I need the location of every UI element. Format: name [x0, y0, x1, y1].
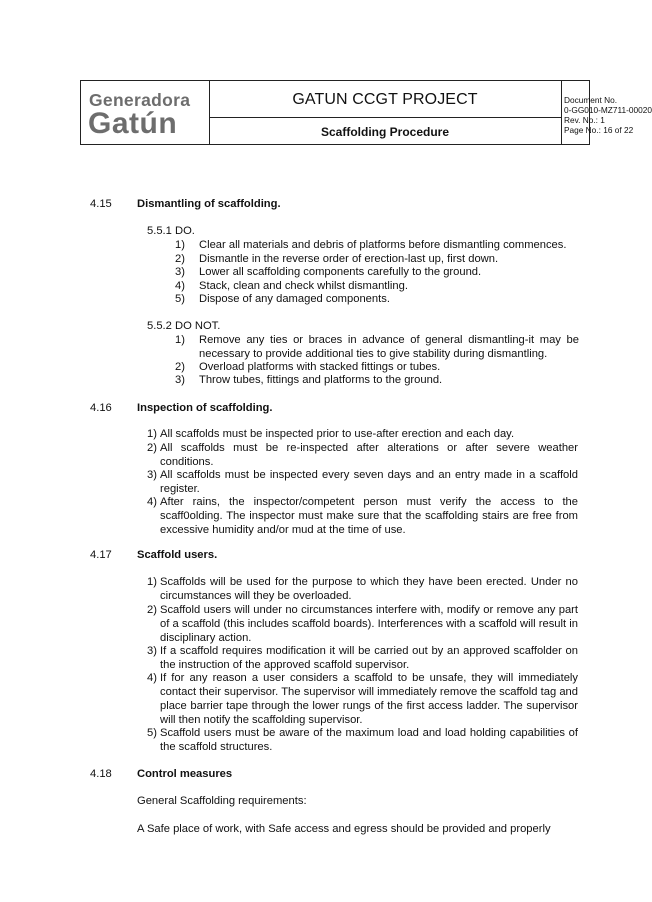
page-label: Page No.	[564, 125, 599, 135]
paragraph: A Safe place of work, with Safe access and egress should be provided and properly	[137, 823, 551, 835]
list-item-text: Scaffolds will be used for the purpose to which they have been erected. Under no circumstances will they be overloaded.	[160, 576, 578, 602]
list-item-number: 1)	[175, 239, 185, 251]
doc-number-label: Document No.	[564, 95, 618, 105]
list-item-text: Dismantle in the reverse order of erection-last up, first down.	[199, 253, 499, 265]
list-item-text: If for any reason a user considers a scaffold to be unsafe, they will immediately contact their supervisor. The supervisor will immediately remove the scaffold tag and place barrier tape through the lower rungs of the first access ladder. The supervisor will then notify the scaffolding supervisor.	[160, 672, 578, 726]
list-item-text: All scaffolds must be re-inspected after alterations or after severe weather conditions.	[160, 442, 578, 468]
section-number: 4.16	[90, 402, 112, 414]
logo-text-line2: Gatún	[88, 107, 178, 140]
list-item-text: Dispose of any damaged components.	[199, 293, 390, 305]
list-item-text: Scaffold users must be aware of the maximum load and load holding capabilities of the scaffold structures.	[160, 727, 578, 753]
company-logo	[81, 81, 210, 144]
list-item-text: Lower all scaffolding components carefully to the ground.	[199, 266, 482, 278]
list-item-text: Overload platforms with stacked fittings or tubes.	[199, 361, 441, 373]
paragraph: General Scaffolding requirements:	[137, 795, 307, 807]
doc-number: 0-GG010-MZ711-00020	[564, 105, 652, 115]
list-item-number: 4)	[147, 672, 157, 684]
logo-text-line1: Generadora	[89, 90, 191, 110]
list-item-number: 5)	[175, 293, 185, 305]
list-item-text: Scaffold users will under no circumstances interfere with, modify or remove any part of a scaffold (this includes scaffold boards). Interferences with a scaffold will result in disciplinary action.	[160, 604, 578, 644]
section-number: 4.17	[90, 549, 112, 561]
list-item-text: Throw tubes, fittings and platforms to the ground.	[199, 374, 443, 386]
list-item-number: 4)	[175, 280, 185, 292]
subsection-heading: 5.5.2 DO NOT.	[147, 320, 221, 332]
list-item-number: 1)	[175, 334, 185, 346]
subsection-heading: 5.5.1 DO.	[147, 225, 195, 237]
section-number: 4.15	[90, 198, 112, 210]
list-item-number: 1)	[147, 576, 157, 588]
section-title: Control measures	[137, 768, 233, 780]
list-item-text: After rains, the inspector/competent person must verify the access to the scaff0olding. The inspector must make sure that the scaffolding stairs are free from excessive humidity and/or mud at the time of use.	[160, 496, 578, 536]
section-number: 4.18	[90, 768, 112, 780]
list-item-number: 2)	[147, 442, 157, 454]
list-item-number: 3)	[147, 469, 157, 481]
section-title: Inspection of scaffolding.	[137, 402, 273, 414]
list-item-number: 3)	[175, 374, 185, 386]
header-title-cell	[209, 81, 562, 144]
document-info	[562, 81, 652, 144]
rev-label: Rev. No.	[564, 115, 596, 125]
list-item-number: 5)	[147, 727, 157, 739]
list-item-number: 3)	[147, 645, 157, 657]
page-row	[564, 125, 634, 135]
page-value: : 16 of 22	[598, 125, 634, 135]
section-title: Dismantling of scaffolding.	[137, 198, 281, 210]
list-item-text: Stack, clean and check whilst dismantling.	[199, 280, 408, 292]
list-item-text: If a scaffold requires modification it will be carried out by an approved scaffolder on the instruction of the approved scaffold supervisor.	[160, 645, 578, 671]
procedure-title: Scaffolding Procedure	[320, 125, 450, 139]
list-item-text: Remove any ties or braces in advance of general dismantling-it may be necessary to provide additional ties to give stability during dismantling.	[199, 334, 579, 360]
rev-row	[564, 115, 605, 125]
section-title: Scaffold users.	[137, 549, 218, 561]
list-item-number: 2)	[175, 361, 185, 373]
list-item-text: All scaffolds must be inspected every seven days and an entry made in a scaffold register.	[160, 469, 578, 495]
project-title: GATUN CCGT PROJECT	[209, 81, 561, 118]
list-item-number: 1)	[147, 428, 157, 440]
list-item-text: All scaffolds must be inspected prior to use-after erection and each day.	[160, 428, 515, 440]
rev-value: : 1	[595, 115, 605, 125]
list-item-number: 2)	[147, 604, 157, 616]
list-item-number: 2)	[175, 253, 185, 265]
list-item-number: 3)	[175, 266, 185, 278]
document-header	[80, 80, 652, 145]
list-item-text: Clear all materials and debris of platforms before dismantling commences.	[199, 239, 567, 251]
list-item-number: 4)	[147, 496, 157, 508]
